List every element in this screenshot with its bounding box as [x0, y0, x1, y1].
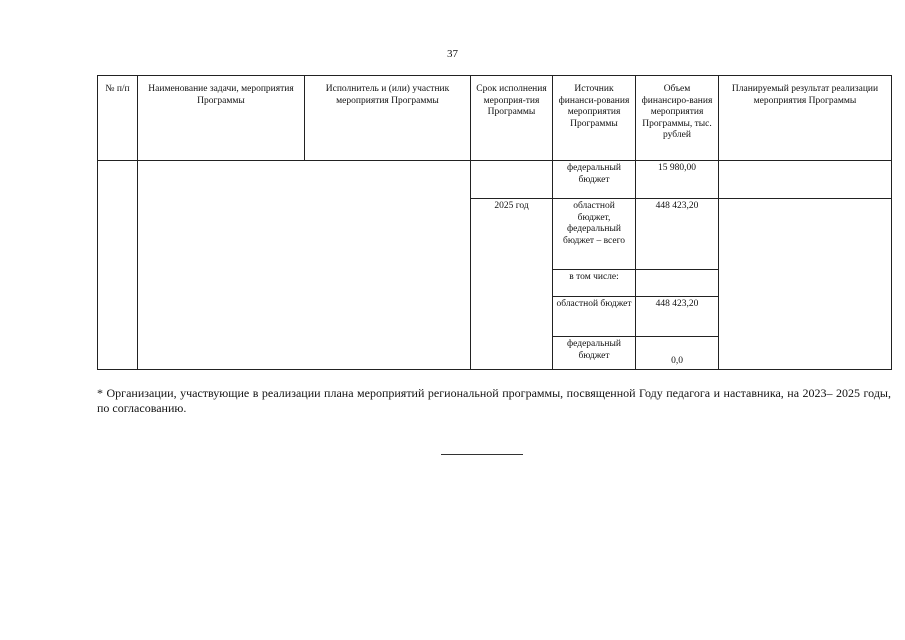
page-number: 37: [447, 48, 458, 60]
cell-source: федеральный бюджет: [553, 161, 636, 199]
cell-num: [98, 161, 138, 370]
cell-source: в том числе:: [553, 270, 636, 297]
header-result: Планируемый результат реализации мероприятия Программы: [719, 76, 892, 161]
cell-volume: 15 980,00: [636, 161, 719, 199]
header-term: Срок исполнения мероприя-тия Программы: [471, 76, 553, 161]
header-num: № п/п: [98, 76, 138, 161]
table-row: [98, 161, 892, 199]
cell-term: [471, 161, 553, 199]
cell-source: областной бюджет: [553, 297, 636, 337]
cell-volume: 448 423,20: [636, 199, 719, 270]
program-table: [97, 75, 892, 370]
divider-line: [441, 454, 523, 455]
cell-result: [719, 199, 892, 370]
cell-volume: 0,0: [636, 337, 719, 370]
header-source: Источник финанси-рования мероприятия Программы: [553, 76, 636, 161]
cell-task-executor: [138, 161, 471, 370]
header-volume: Объем финансиро-вания мероприятия Программы, тыс. рублей: [636, 76, 719, 161]
cell-volume: [636, 270, 719, 297]
header-executor: Исполнитель и (или) участник мероприятия Программы: [305, 76, 471, 161]
table-header-row: [98, 76, 892, 161]
cell-source: федеральный бюджет: [553, 337, 636, 370]
footnote: * Организации, участвующие в реализации плана мероприятий региональной программы, посвященной Году педагога и наставника, на 2023– 2025 годы, по согласованию.: [97, 386, 891, 415]
cell-source: областной бюджет, федеральный бюджет – всего: [553, 199, 636, 270]
header-task: Наименование задачи, мероприятия Программы: [138, 76, 305, 161]
cell-result: [719, 161, 892, 199]
cell-term: 2025 год: [471, 199, 553, 370]
cell-volume: 448 423,20: [636, 297, 719, 337]
